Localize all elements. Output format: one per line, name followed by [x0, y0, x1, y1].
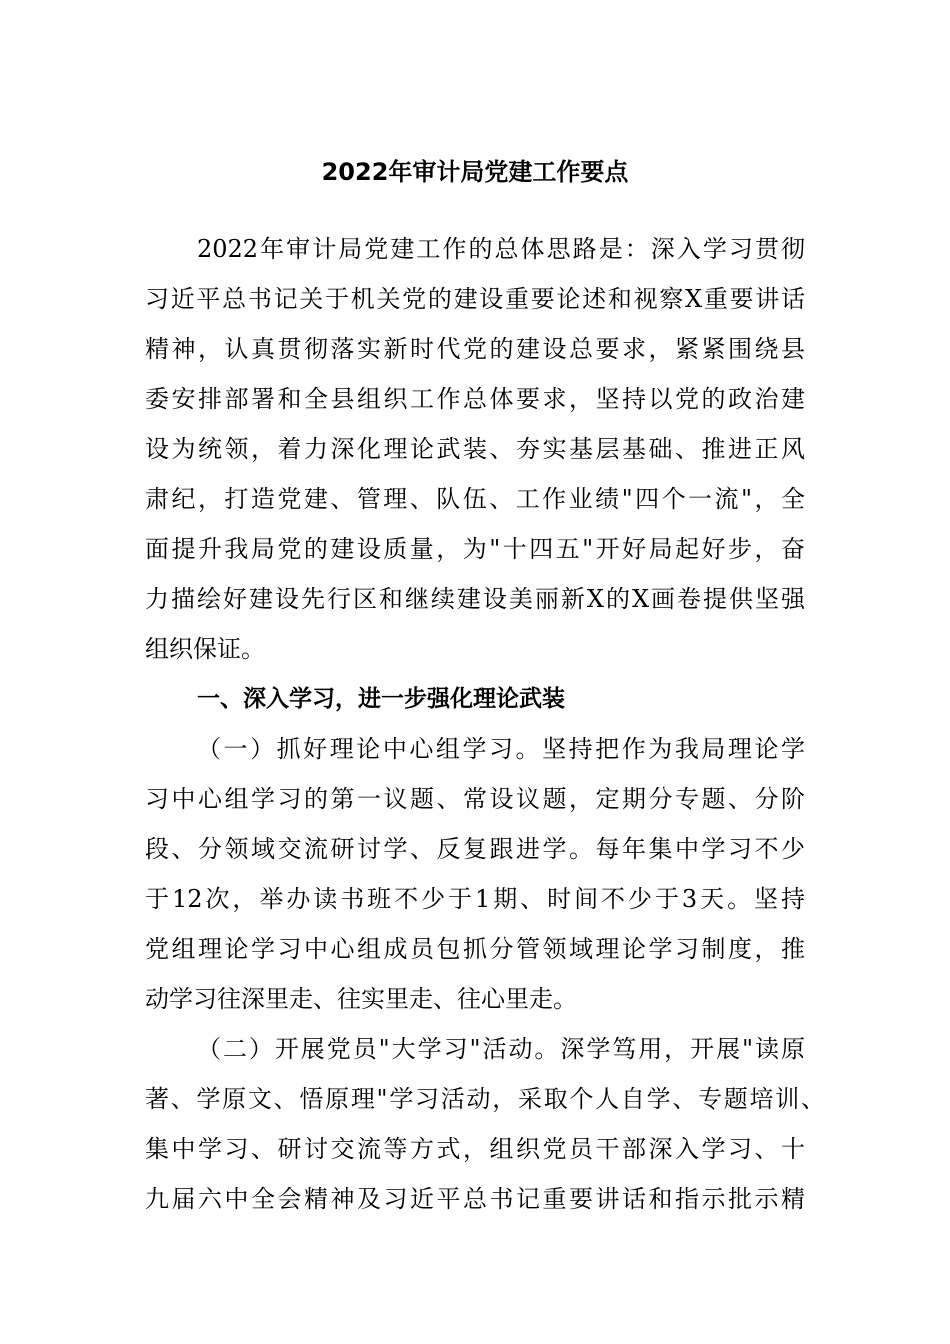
item-1-line-3: 段、分领域交流研讨学、反复跟进学。每年集中学习不少	[145, 835, 805, 863]
intro-line-6: 肃纪，打造党建、管理、队伍、工作业绩"四个一流"，全	[145, 485, 805, 513]
item-1-line-4: 于12次，举办读书班不少于1期、时间不少于3天。坚持	[145, 885, 805, 913]
item-2-line-1: （二）开展党员"大学习"活动。深学笃用，开展"读原	[197, 1035, 805, 1063]
item-1-line-2: 习中心组学习的第一议题、常设议题，定期分专题、分阶	[145, 785, 805, 813]
intro-line-7: 面提升我局党的建设质量，为"十四五"开好局起好步，奋	[145, 535, 805, 563]
intro-line-8: 力描绘好建设先行区和继续建设美丽新X的X画卷提供坚强	[145, 585, 805, 613]
item-2-line-2: 著、学原文、悟原理"学习活动，采取个人自学、专题培训、	[145, 1085, 825, 1113]
item-2-line-3: 集中学习、研讨交流等方式，组织党员干部深入学习、十	[145, 1135, 805, 1163]
intro-line-9: 组织保证。	[145, 635, 265, 663]
intro-line-2: 习近平总书记关于机关党的建设重要论述和视察X重要讲话	[145, 285, 805, 313]
section-1-heading: 一、深入学习，进一步强化理论武装	[197, 686, 565, 712]
item-1-line-6: 动学习往深里走、往实里走、往心里走。	[145, 985, 577, 1013]
document-title: 2022年审计局党建工作要点	[321, 158, 629, 186]
item-1-line-1: （一）抓好理论中心组学习。坚持把作为我局理论学	[197, 735, 805, 763]
item-1-line-5: 党组理论学习中心组成员包抓分管领域理论学习制度，推	[145, 935, 805, 963]
intro-line-4: 委安排部署和全县组织工作总体要求，坚持以党的政治建	[145, 385, 805, 413]
item-2-line-4: 九届六中全会精神及习近平总书记重要讲话和指示批示精	[145, 1185, 805, 1213]
intro-line-1: 2022年审计局党建工作的总体思路是：深入学习贯彻	[197, 235, 805, 263]
intro-line-3: 精神，认真贯彻落实新时代党的建设总要求，紧紧围绕县	[145, 335, 805, 363]
intro-line-5: 设为统领，着力深化理论武装、夯实基层基础、推进正风	[145, 435, 805, 463]
